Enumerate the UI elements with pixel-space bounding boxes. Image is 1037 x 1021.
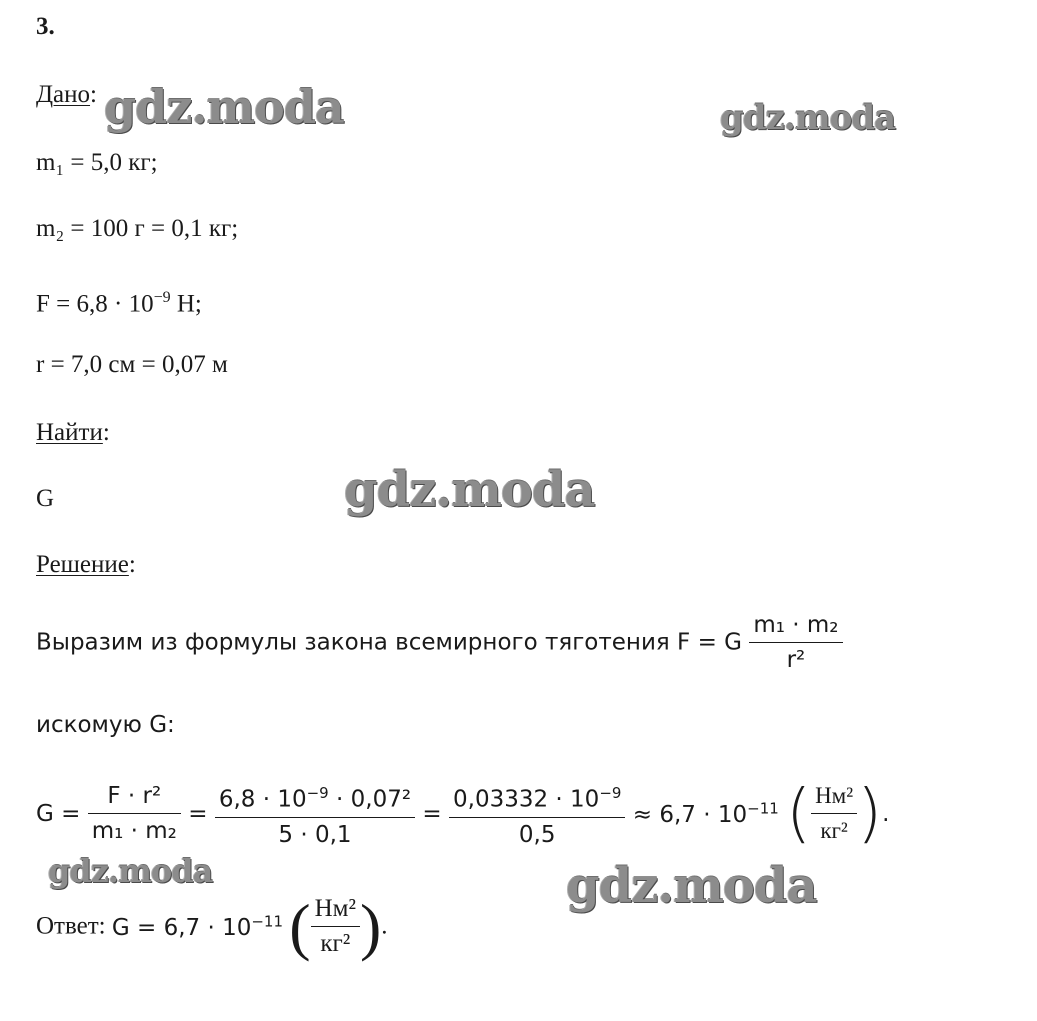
given-r: r = 7,0 см = 0,07 м: [36, 351, 228, 378]
answer-value-base: G = 6,7 · 10: [111, 914, 252, 941]
law-fraction-numerator: m₁ · m₂: [749, 608, 842, 643]
given-force-exp: −9: [153, 289, 171, 306]
given-heading: Дано:: [36, 81, 97, 108]
answer-paren-left: (: [289, 890, 311, 962]
answer-paren-right: ): [359, 890, 382, 962]
unit-fraction: [811, 779, 857, 848]
solution-sentence: [36, 608, 843, 677]
fraction-formula: [88, 779, 181, 848]
law-fraction-denominator: r²: [786, 647, 806, 673]
given-force-base: F = 6,8 · 10: [36, 290, 154, 318]
main-equation: [36, 776, 889, 852]
unit-denominator: кг²: [820, 818, 848, 844]
answer-value: [111, 912, 284, 941]
answer-line: [36, 892, 388, 961]
fraction-substitution-numerator: [215, 776, 415, 818]
answer-label: Ответ:: [36, 912, 106, 940]
watermark: gdz.moda: [720, 98, 896, 138]
solution-sentence-text: Выразим из формулы закона всемирного тяготения F = G: [36, 629, 743, 656]
watermark: gdz.moda: [344, 462, 595, 518]
watermark: gdz.moda: [566, 858, 817, 914]
given-m1: m₁ = 5,0 кг;: [36, 149, 158, 176]
fraction-formula-denominator: m₁ · m₂: [91, 818, 177, 845]
find-heading: Найти:: [36, 419, 110, 446]
approx-result: [632, 799, 779, 829]
given-force-unit: Н;: [170, 290, 202, 318]
eq-lhs: G =: [36, 800, 81, 827]
problem-number: 3.: [36, 13, 55, 40]
solution-heading: Решение:: [36, 551, 136, 578]
given-force: [36, 283, 202, 319]
find-label: Найти: [36, 419, 103, 446]
unit-paren-left: (: [786, 776, 812, 851]
answer-unit-numerator: Нм²: [311, 892, 360, 927]
unit-paren-right: ): [857, 776, 883, 851]
approx-base: ≈ 6,7 · 10: [632, 802, 748, 829]
comp-num-base: 0,03332 · 10: [453, 786, 600, 813]
unit-numerator: Нм²: [811, 779, 857, 814]
answer-end: .: [381, 912, 388, 940]
law-fraction: [749, 608, 842, 677]
watermark: gdz.moda: [48, 852, 213, 890]
given-label: Дано: [36, 81, 91, 108]
fraction-substitution: [215, 776, 415, 852]
solution-label: Решение: [36, 551, 129, 578]
sub-num-exp: −9: [306, 784, 329, 802]
given-m2: m₂ = 100 г = 0,1 кг;: [36, 215, 239, 242]
solution-express: искомую G:: [36, 712, 175, 738]
fraction-computed: [449, 776, 625, 852]
fraction-computed-denominator: 0,5: [518, 821, 556, 848]
answer-unit-denominator: кг²: [320, 930, 351, 957]
eq-sign-1: =: [188, 800, 208, 827]
answer-unit-fraction: [311, 892, 360, 961]
watermark: gdz.moda: [104, 80, 344, 134]
fraction-formula-numerator: F · r²: [88, 779, 181, 814]
sub-num-rest: · 0,07²: [328, 786, 412, 813]
eq-end: .: [882, 800, 890, 827]
answer-value-exp: −11: [251, 912, 284, 931]
eq-sign-2: =: [422, 800, 442, 827]
sub-num-base: 6,8 · 10: [218, 786, 307, 813]
fraction-computed-numerator: [449, 776, 625, 818]
fraction-substitution-denominator: 5 · 0,1: [278, 821, 352, 848]
approx-exp: −11: [747, 799, 779, 818]
find-value: G: [36, 485, 55, 512]
comp-num-exp: −9: [599, 784, 622, 802]
